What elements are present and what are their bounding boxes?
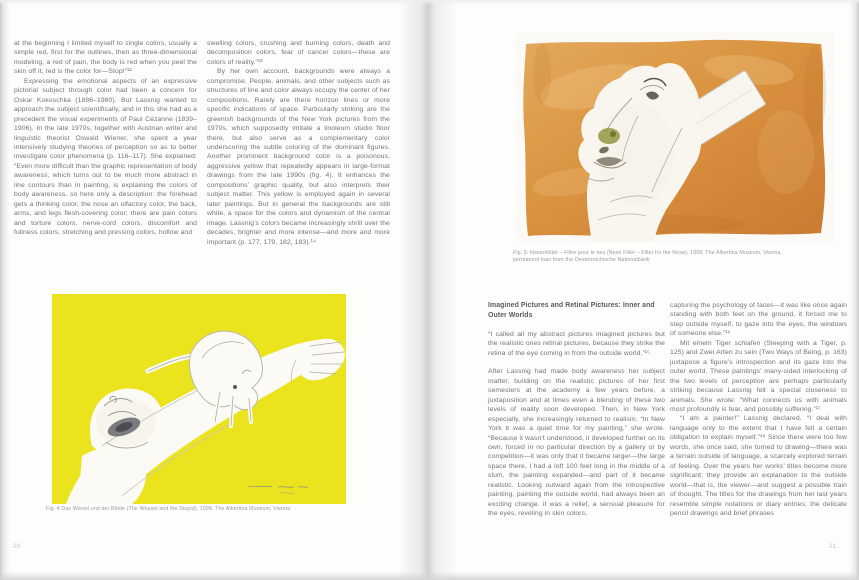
page-edge-left: [0, 0, 10, 580]
book-gutter-shadow: [398, 0, 458, 580]
left-column-2: [207, 39, 390, 247]
page-edge-bottom: [0, 571, 859, 580]
quote-paragraph: “I called all my abstract pictures imagined pictures but the realistic ones retinal pictures, because they strike the retina of the eye coming in from the outside world.”¹⁵: [488, 330, 665, 357]
body-paragraph: swelling colors, crushing and burning colors, death and decomposition colors, fear of cancer colors—these are colors of reality.”¹³: [207, 40, 390, 66]
figure5-caption-line2: permanent loan from the Oesterreichische Nationalbank: [513, 257, 650, 263]
left-column-1: [14, 39, 197, 238]
figure5-caption: [513, 250, 843, 264]
body-paragraph: “I am a painter!” Lassnig declared. “I deal with language only to the extent that I have felt a certain obligation to explain myself.”¹⁸ Since there were too few words, she once said, she turned to drawing—there was a terrain outside of language, a scarcely explored terrain of feeling. Over the years her works’ titles become more significant; they provide an explanation to the outside world—that is, the viewer—and suggest a possible train of thought. The titles for the drawings from her last years resemble simple notations or diary entries; the delicate pencil drawings and brief phrases: [670, 415, 847, 517]
page-edge-top: [0, 0, 859, 5]
section-heading: Imagined Pictures and Retinal Pictures: Inner and Outer Worlds: [488, 302, 655, 319]
figure5-caption-line1: Fig. 5: Nasenfüller – Filtre pour le nez (Nose Filler – Filler for the Nose), 1998, The Albertina Museum, Vienna,: [513, 250, 783, 256]
figure4-artwork: [52, 294, 346, 504]
body-paragraph: After Lassnig had made body awareness her subject matter, building on the realistic pictures of her first semesters at the academy a few years before, a juxtaposition and at times even a blending of these two levels of reality soon developed. Then, in New York especially, she increasingly returned to realism. “In New York it was a quiet time for my painting,” she wrote. “Because it wasn’t understood, it developed further on its own, forced in no particular direction by a gallery or by competition—it was only that it became larger—the large space there, I had a loft 100 feet long in the middle of a slum, the painting expanded—and part of it became realistic. Looking outward again from the introspective painting, painting the outside world, had always been an exciting change. it was a relief, a sensual pleasure for the eyes, reveling in skin colors,: [488, 368, 665, 518]
page-edge-right: [849, 0, 859, 580]
right-column-2: [670, 301, 847, 518]
page-number-right: 21: [829, 543, 837, 550]
body-paragraph: Mit einem Tiger schlafen (Sleeping with a Tiger, p. 125) and Zwei Arten zu sein (Two Ways of Being, p. 163) juxtapose a figure’s introspection and its gaze into the outer world. These paintings’ many-sided interlocking of the two levels of perception are perhaps particularly striking because Lassnig felt a special closeness to animals. She wrote: “What connects us with animals most profoundly is fear, and possibly suffering.”¹⁷: [670, 339, 847, 413]
page-number-left: 20: [13, 543, 21, 550]
body-paragraph: at the beginning I limited myself to single colors, usually a simple red, first for the outlines, then as three-dimensional modeling, a red of pain, the body is red when you peel the skin off it, red is the color for—Stop!"¹²: [14, 40, 197, 76]
body-paragraph: capturing the psychology of faces—it was like once again standing with both feet on the ground, it forced me to step outside myself, to gaze into the eyes, the windows of someone else.”¹⁶: [670, 302, 847, 338]
right-column-1: [488, 301, 665, 519]
body-paragraph: By her own account, backgrounds were always a compromise. People, animals, and other subjects such as structures of line and color always occupy the center of her compositions. Rarely are there horizon lines or more specific indications of space. Particularly striking are the greenish backgrounds of the New York pictures from the 1970s, which supposedly imitate a linoleum studio floor there, but also serve as a complementary color underscoring the subtle coloring of the dominant figures. Another prominent background color is a poisonous, aggressive yellow that repeatedly appears in large-format drawings from the late 1990s (fig. 4). It enhances the compositions’ graphic quality, but also interprets their subject matter. This yellow is employed again in several later paintings. But in general the backgrounds are still white, a space for the colors and dynamism of the central image. Lassnig’s colors became increasingly shrill over the decades, brighter and more intense—and more and more important (p. 177, 179, 182, 183).¹⁴: [207, 68, 390, 246]
figure4-caption: Fig. 4 Das Wiesel und der Blöde (The Weasel and the Stupid), 1998, The Albertina Museum, Vienna: [46, 506, 291, 512]
figure5-artwork: [514, 32, 834, 242]
body-paragraph: Expressing the emotional aspects of an expressive pictorial subject through color had been a concern for Oskar Kokoschka (1886–1980). But Lassnig wanted to approach the subject scientifically, and in this she had as a precedent the visual experiments of Paul Cézanne (1839–1906). In the late 1970s, together with Austrian writer and linguistic theorist Oswald Wiener, she spent a year intensively studying theories of perception so as to better investigate color phenomena (p. 116–117). She explained: “Even more difficult than the graphic representation of body awareness, which turns out to be much more abstract in line contours than in painting, is explaining the colors of body awareness, so here only a description: the forehead gets a thinking color, the nose an olfactory color, the back, arms, and legs flesh-covering color; there are pain colors and torture colors, nerve-cord colors, discomfort and fullness colors, stretching and pressing colors, hollow and: [14, 77, 198, 237]
